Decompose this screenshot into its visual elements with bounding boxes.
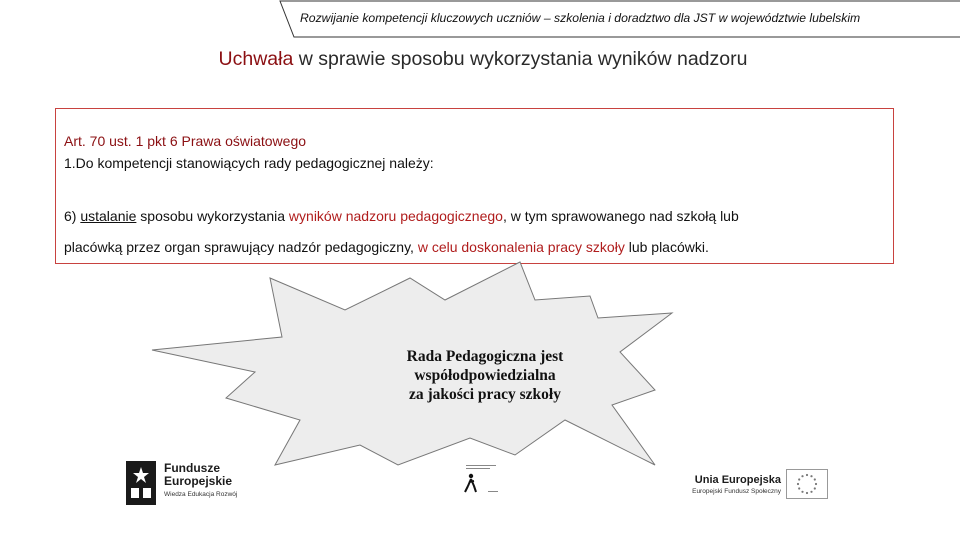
ue-name: Unia Europejska — [694, 474, 781, 486]
underlined-term: ustalanie — [80, 208, 137, 224]
walking-figure-icon — [462, 462, 504, 498]
highlight-supervision-results: wyników nadzoru pedagogicznego — [288, 208, 503, 224]
quote-text: , w tym sprawowanego nad szkołą lub — [502, 208, 739, 224]
quote-intro: 1.Do kompetencji stanowiących rady pedagogicznej należy: — [64, 155, 434, 171]
callout-line: za jakości pracy szkoły — [409, 386, 561, 403]
fe-name-line: Fundusze — [164, 461, 220, 475]
highlight-school-improvement: w celu doskonalenia pracy szkoły — [417, 239, 625, 255]
partner-logo — [462, 462, 504, 498]
callout-text — [380, 347, 590, 404]
ue-subtitle: Europejski Fundusz Społeczny — [692, 488, 781, 495]
callout-line: współodpowiedzialna — [414, 367, 556, 384]
header-text: Rozwijanie kompetencji kluczowych uczniów – szkolenia i doradztwo dla JST w województwie lubelskim — [300, 11, 861, 25]
fe-name-line: Europejskie — [164, 474, 233, 488]
quote-text: sposobu wykorzystania — [136, 208, 289, 224]
title-accent: Uchwała — [218, 48, 294, 70]
quote-text: placówką przez organ sprawujący nadzór pedagogiczny, — [64, 239, 418, 255]
quote-text: lub placówki. — [624, 239, 709, 255]
unia-europejska-logo — [688, 469, 833, 501]
point-number: 6) — [64, 208, 81, 224]
fe-star-icon — [126, 461, 156, 505]
fundusze-europejskie-logo — [126, 458, 266, 506]
callout-line: Rada Pedagogiczna jest — [406, 348, 564, 365]
title-rest: w sprawie sposobu wykorzystania wyników nadzoru — [293, 48, 748, 70]
fe-name — [164, 462, 232, 488]
legal-reference: Art. 70 ust. 1 pkt 6 Prawa oświatowego — [64, 133, 307, 149]
fe-subtitle: Wiedza Edukacja Rozwój — [164, 491, 238, 498]
eu-flag-icon — [786, 469, 828, 499]
